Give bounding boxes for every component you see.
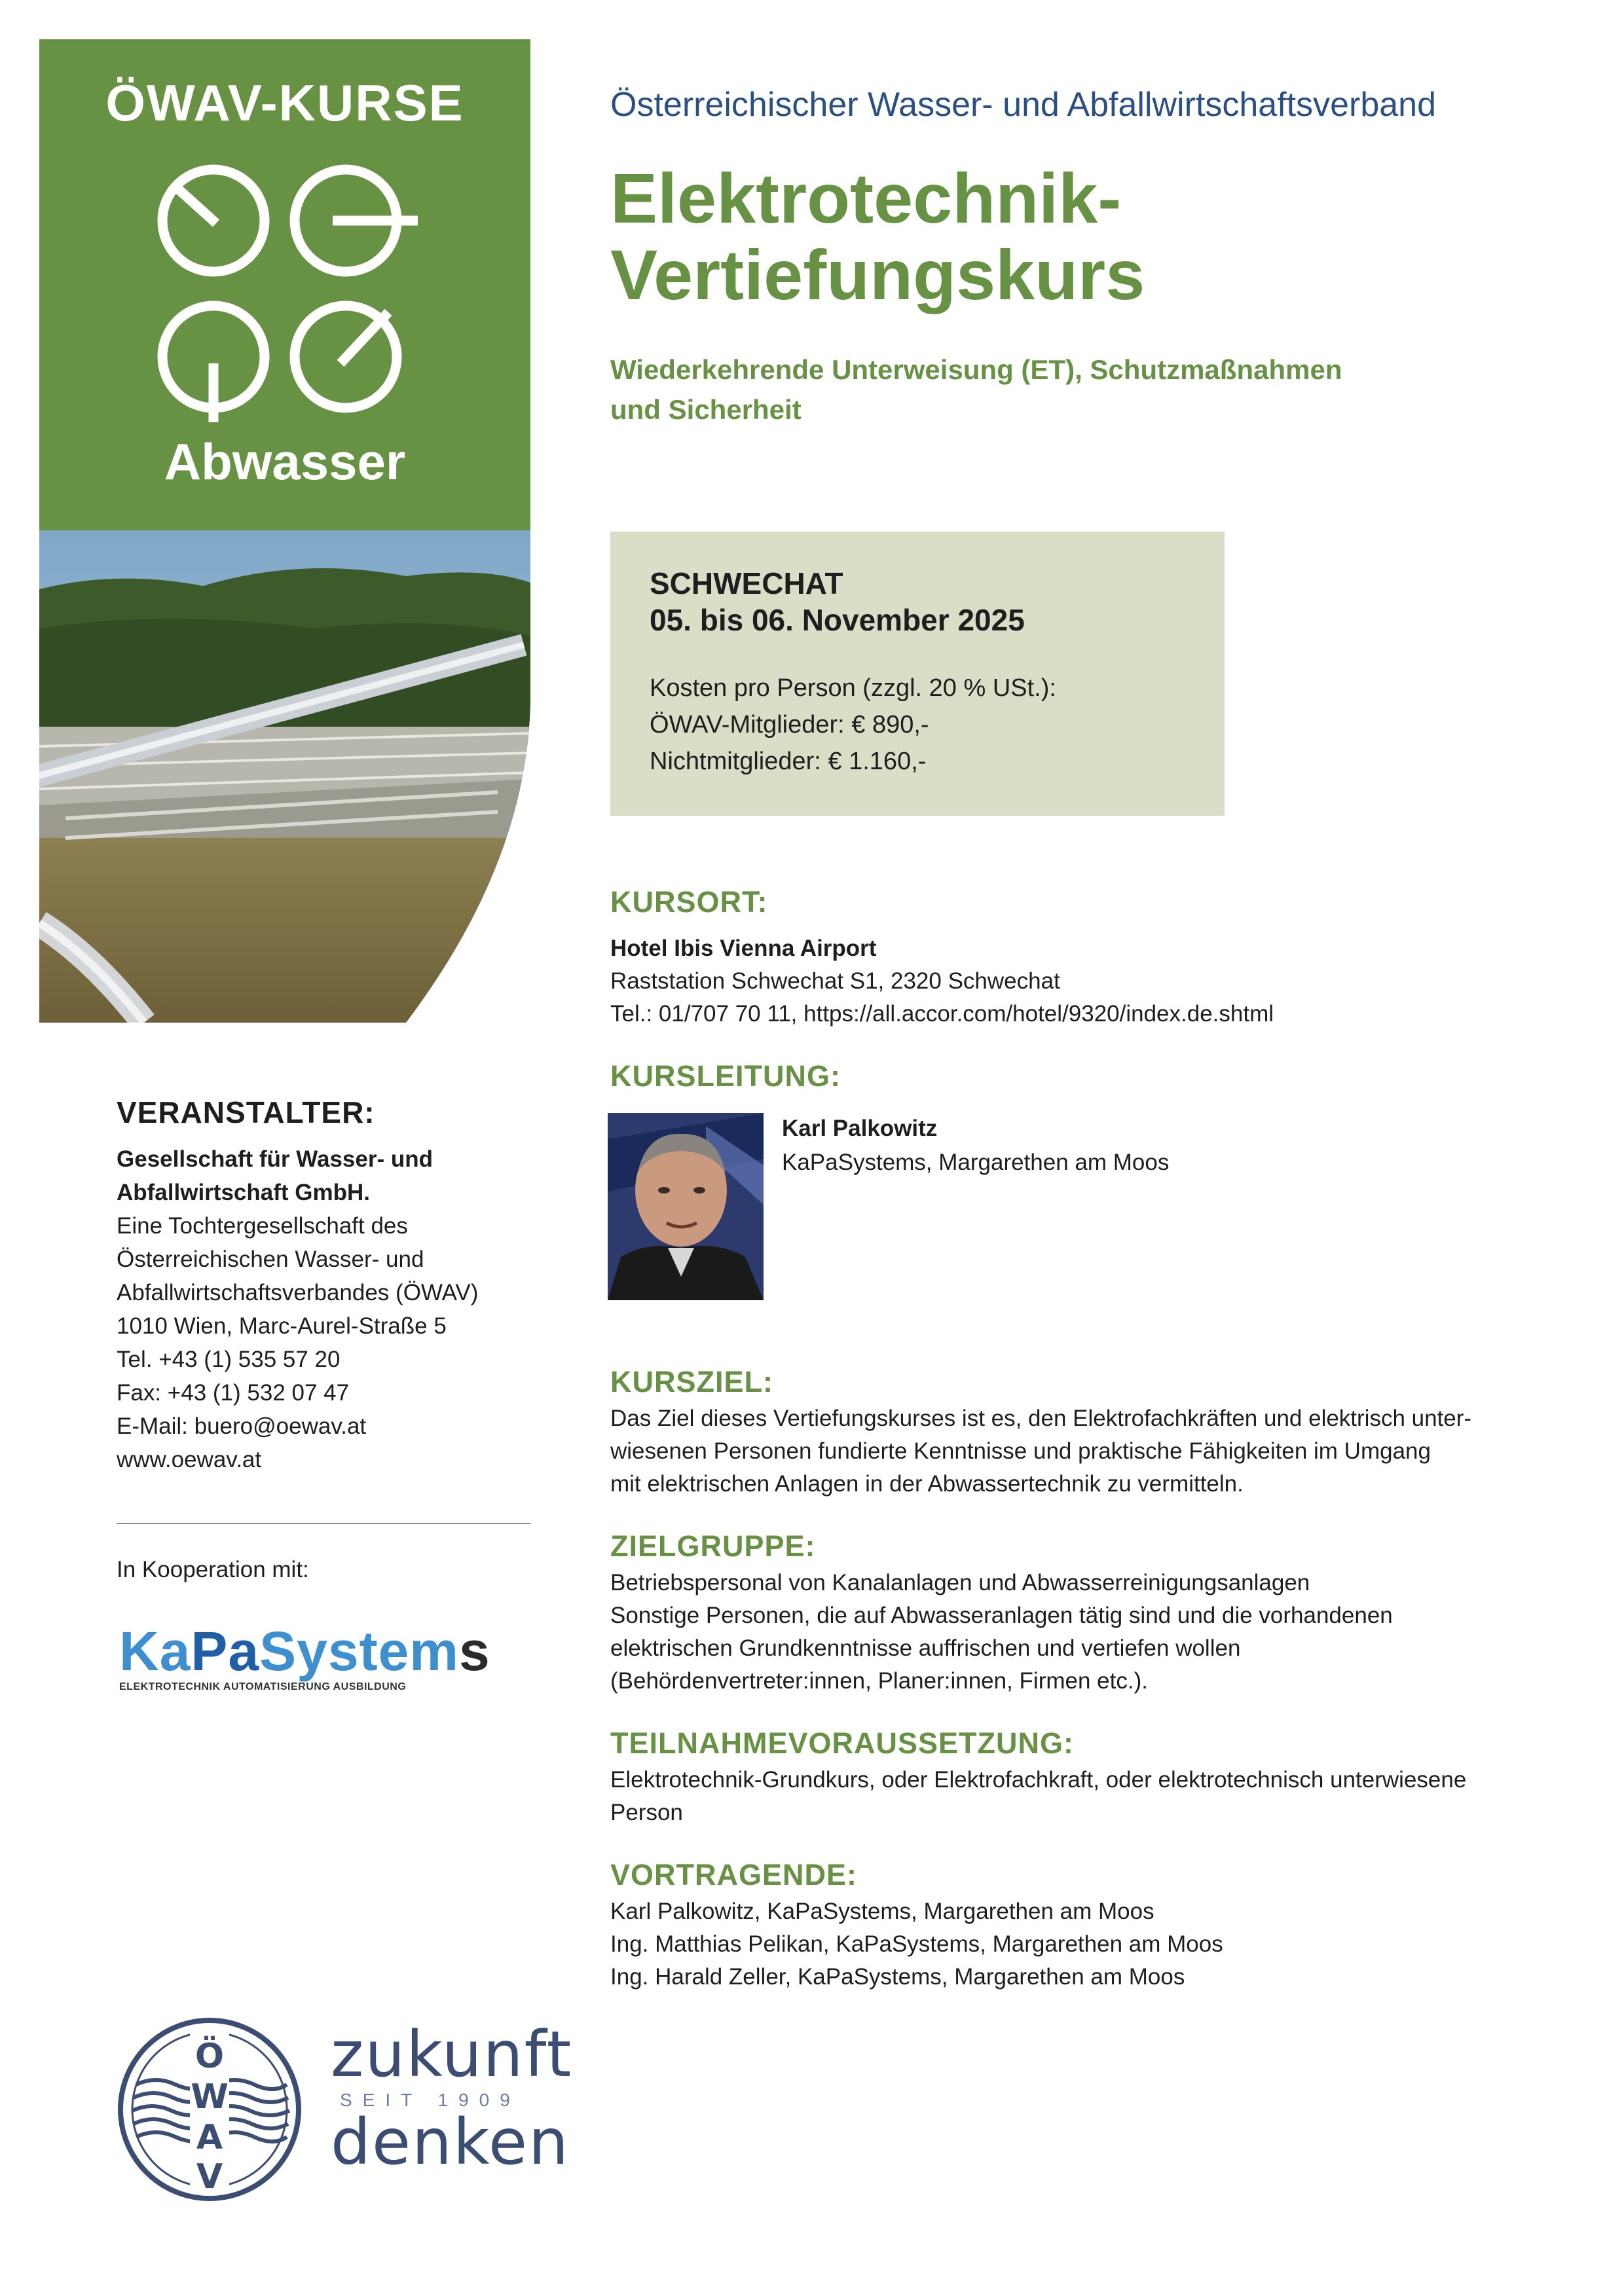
course-title-line2: Vertiefungskurs [610, 234, 1145, 314]
speaker-item: Ing. Matthias Pelikan, KaPaSystems, Margarethen am Moos [610, 1931, 1223, 1957]
venue-name: Hotel Ibis Vienna Airport [610, 936, 877, 961]
course-date: 05. bis 06. November 2025 [650, 603, 1025, 637]
zukunft-denken-slogan [331, 2018, 573, 2179]
speaker-item: Karl Palkowitz, KaPaSystems, Margarethen am Moos [610, 1899, 1154, 1924]
slogan-seit: SEIT 1909 [340, 2090, 521, 2110]
seal-letter: W [191, 2077, 229, 2117]
course-title [610, 160, 1145, 313]
kursort-details [610, 932, 1274, 1030]
kursziel-text [610, 1402, 1471, 1501]
course-title-line1: Elektrotechnik- [610, 158, 1122, 238]
venue-address: Raststation Schwechat S1, 2320 Schwechat [610, 968, 1060, 994]
organizer-phone: Tel. +43 (1) 535 57 20 [117, 1347, 341, 1372]
teilnahme-text [610, 1764, 1466, 1829]
instructor-name: Karl Palkowitz [782, 1116, 938, 1141]
text-line: Elektrotechnik-Grundkurs, oder Elektrofachkraft, oder elektrotechnisch unterwiesene [610, 1767, 1467, 1793]
cost-heading: Kosten pro Person (zzgl. 20 % USt.): [650, 674, 1056, 702]
logo-part: Pa [191, 1620, 260, 1682]
zielgruppe-text [610, 1567, 1393, 1698]
panel-subtitle: Abwasser [164, 433, 406, 490]
instructor-affiliation: KaPaSystems, Margarethen am Moos [782, 1150, 1170, 1175]
seal-letter: Ö [194, 2037, 225, 2076]
vortragende-list [610, 1895, 1223, 1994]
kapasystems-logo [119, 1620, 490, 1702]
text-line: (Behördenvertreter:innen, Planer:innen, Firmen etc.). [610, 1668, 1148, 1694]
course-subtitle-line1: Wiederkehrende Unterweisung (ET), Schutzmaßnahmen [610, 354, 1342, 385]
organizer-line: Eine Tochtergesellschaft des [117, 1213, 408, 1239]
organization-name: Österreichischer Wasser- und Abfallwirtschaftsverband [610, 86, 1436, 124]
vortragende-heading: VORTRAGENDE: [610, 1858, 858, 1891]
speaker-item: Ing. Harald Zeller, KaPaSystems, Margarethen am Moos [610, 1964, 1185, 1990]
cost-members: ÖWAV-Mitglieder: € 890,- [650, 711, 929, 738]
veranstalter-details [117, 1142, 478, 1476]
organizer-website[interactable]: www.oewav.at [117, 1447, 262, 1472]
cooperation-label: In Kooperation mit: [117, 1557, 309, 1582]
organizer-fax: Fax: +43 (1) 532 07 47 [117, 1380, 350, 1406]
text-line: Person [610, 1800, 683, 1825]
organizer-email[interactable]: E-Mail: buero@oewav.at [117, 1413, 367, 1439]
logo-part: s [458, 1620, 490, 1682]
text-line: mit elektrischen Anlagen in der Abwassertechnik zu vermitteln. [610, 1471, 1244, 1497]
organizer-name-line1: Gesellschaft für Wasser- und [117, 1146, 433, 1172]
kursleitung-heading: KURSLEITUNG: [610, 1059, 841, 1093]
organizer-name-line2: Abfallwirtschaft GmbH. [117, 1180, 370, 1205]
seal-letter: V [196, 2157, 223, 2196]
kapasystems-tagline: ELEKTROTECHNIK AUTOMATISIERUNG AUSBILDUNG [119, 1681, 407, 1692]
veranstalter-heading: VERANSTALTER: [117, 1095, 375, 1129]
course-subtitle [610, 350, 1342, 430]
logo-part: Ka [119, 1620, 191, 1682]
instructor-info [782, 1112, 1169, 1180]
text-line: elektrischen Grundkenntnisse auffrischen und vertiefen wollen [610, 1635, 1241, 1661]
kursziel-heading: KURSZIEL: [610, 1365, 773, 1398]
cost-nonmembers: Nichtmitglieder: € 1.160,- [650, 748, 927, 775]
divider [117, 1523, 530, 1524]
oewav-seal-logo [117, 2016, 303, 2202]
organizer-line: Österreichischen Wasser- und [117, 1247, 424, 1272]
zielgruppe-heading: ZIELGRUPPE: [610, 1529, 816, 1563]
text-line: Sonstige Personen, die auf Abwasseranlagen tätig sind und die vorhandenen [610, 1603, 1393, 1628]
organizer-line: Abfallwirtschaftsverbandes (ÖWAV) [117, 1280, 479, 1305]
organizer-address: 1010 Wien, Marc-Aurel-Straße 5 [117, 1313, 447, 1339]
course-category-panel [39, 39, 530, 530]
slogan-zukunft: zukunft [331, 2018, 573, 2091]
wastewater-plant-photo [39, 530, 530, 1023]
text-line: Das Ziel dieses Vertiefungskurses ist es, den Elektrofachkräften und elektrisch unter- [610, 1406, 1472, 1431]
teilnahme-heading: TEILNAHMEVORAUSSETZUNG: [610, 1726, 1074, 1760]
course-subtitle-line2: und Sicherheit [610, 393, 802, 425]
instructor-portrait [608, 1113, 764, 1300]
kursort-heading: KURSORT: [610, 885, 768, 919]
venue-contact: Tel.: 01/707 70 11, https://all.accor.com/hotel/9320/index.de.shtml [610, 1001, 1274, 1027]
oewav-symbols-icon [156, 160, 418, 422]
slogan-denken: denken [331, 2105, 570, 2179]
logo-part: System [259, 1620, 459, 1682]
panel-title: ÖWAV-KURSE [105, 74, 464, 132]
course-city: SCHWECHAT [650, 566, 843, 600]
text-line: Betriebspersonal von Kanalanlagen und Abwasserreinigungsanlagen [610, 1570, 1310, 1595]
text-line: wiesenen Personen fundierte Kenntnisse und praktische Fähigkeiten im Umgang [610, 1438, 1431, 1464]
kapasystems-wordmark [119, 1620, 490, 1682]
seal-letter: A [196, 2118, 223, 2157]
date-cost-box [610, 532, 1225, 816]
